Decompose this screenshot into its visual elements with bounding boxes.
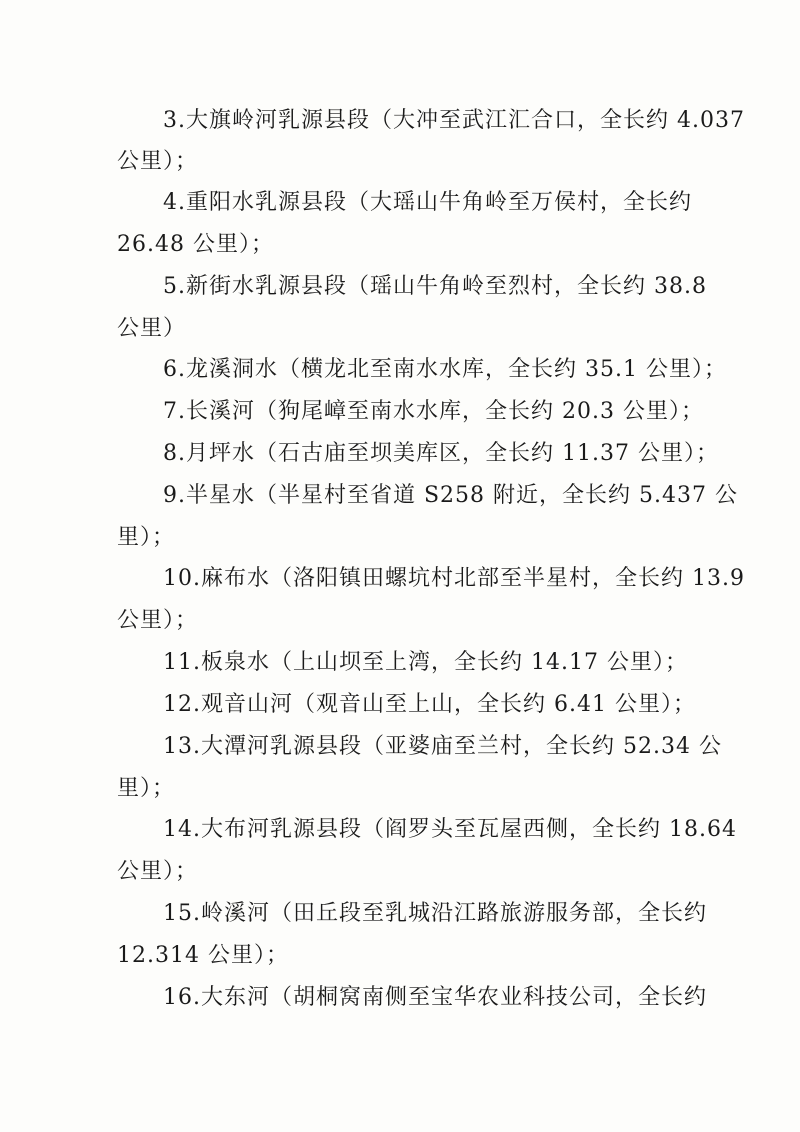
text-line: 13.大潭河乳源县段（亚婆庙至兰村，全长约 52.34 公: [163, 734, 722, 759]
text-line: 6.龙溪洞水（横龙北至南水水库，全长约 35.1 公里）；: [163, 357, 727, 382]
text-line: 10.麻布水（洛阳镇田螺坑村北部至半星村，全长约 13.9: [163, 566, 745, 591]
text-line: 11.板泉水（上山坝至上湾，全长约 14.17 公里）；: [163, 650, 688, 675]
text-line: 公里）；: [117, 608, 199, 633]
text-line: 公里）；: [117, 859, 199, 884]
text-line: 公里）: [117, 316, 187, 341]
text-line: 9.半星水（半星村至省道 S258 附近，全长约 5.437 公: [163, 483, 739, 508]
text-line: 7.长溪河（狗尾嶂至南水水库，全长约 20.3 公里）；: [163, 399, 704, 424]
text-line: 12.观音山河（观音山至上山，全长约 6.41 公里）；: [163, 692, 696, 717]
text-line: 3.大旗岭河乳源县段（大冲至武江汇合口，全长约 4.037: [163, 108, 745, 133]
text-line: 16.大东河（胡桐窝南侧至宝华农业科技公司，全长约: [163, 985, 707, 1010]
text-line: 15.岭溪河（田丘段至乳城沿江路旅游服务部，全长约: [163, 901, 707, 926]
text-line: 8.月坪水（石古庙至坝美库区，全长约 11.37 公里）；: [163, 441, 719, 466]
text-line: 里）；: [117, 776, 176, 801]
text-line: 12.314 公里）；: [117, 943, 289, 968]
text-line: 4.重阳水乳源县段（大瑶山牛角岭至万侯村，全长约: [163, 190, 692, 215]
text-line: 14.大布河乳源县段（阎罗头至瓦屋西侧，全长约 18.64: [163, 817, 737, 842]
text-line: 26.48 公里）；: [117, 232, 274, 257]
text-line: 公里）；: [117, 149, 199, 174]
text-line: 里）；: [117, 525, 176, 550]
text-line: 5.新街水乳源县段（瑶山牛角岭至烈村，全长约 38.8: [163, 274, 707, 299]
